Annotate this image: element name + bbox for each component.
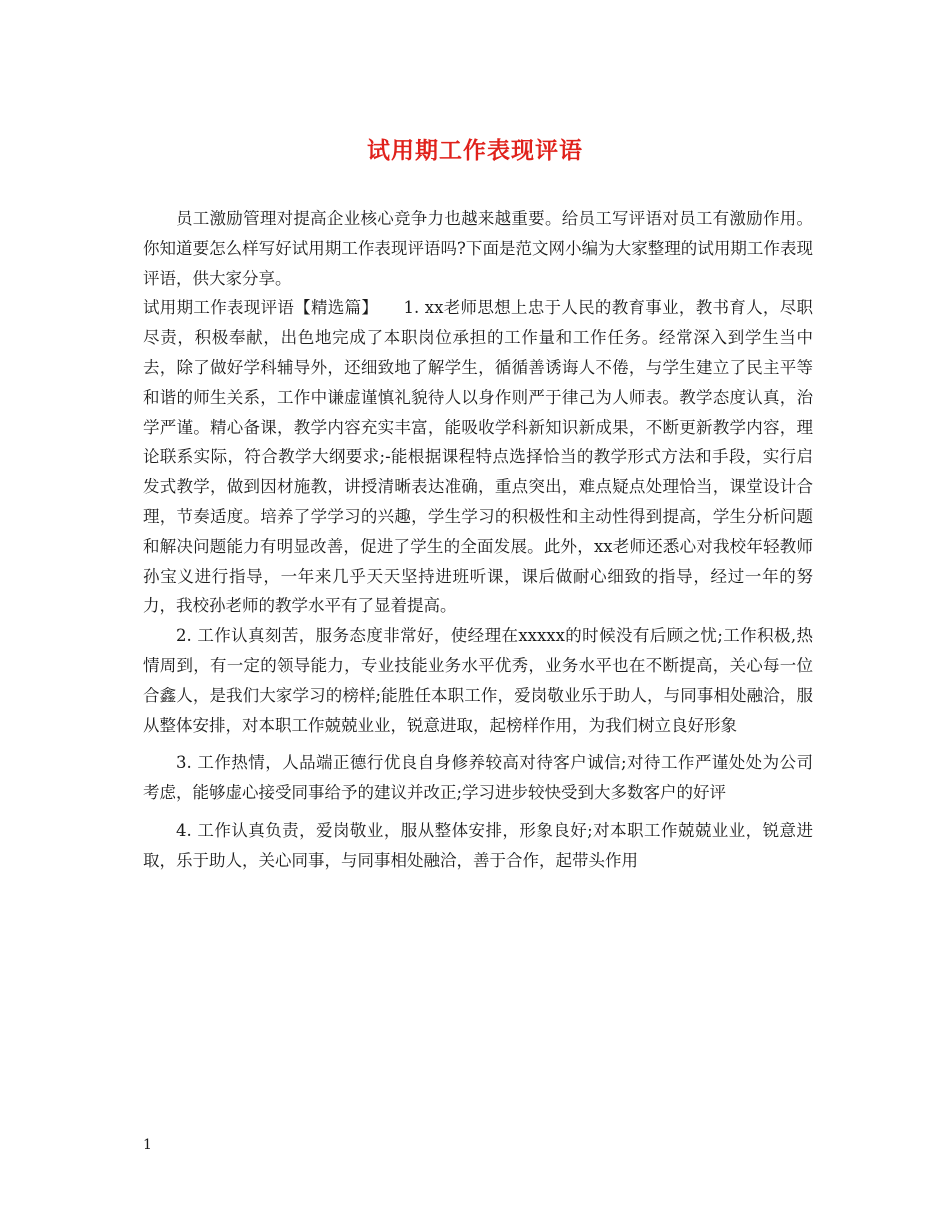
page-number: 1 (143, 1137, 152, 1153)
intro-paragraph: 员工激励管理对提高企业核心竞争力也越来越重要。给员工写评语对员工有激励作用。你知道要怎么样写好试用期工作表现评语吗?下面是范文网小编为大家整理的试用期工作表现评语，供大家分享。 (143, 209, 813, 288)
document-title: 试用期工作表现评语 (367, 137, 583, 164)
item-2-paragraph: 2. 工作认真刻苦，服务态度非常好，使经理在xxxxx的时候没有后顾之忧;工作积极,热情周到，有一定的领导能力，专业技能业务水平优秀，业务水平也在不断提高，关心每一位合鑫人，是我们大家学习的榜样;能胜任本职工作，爱岗敬业乐于助人，与同事相处融洽，服从整体安排，对本职工作兢兢业业，锐意进取，起榜样作用，为我们树立良好形象 (143, 626, 813, 735)
document-body (143, 204, 813, 876)
item-4-paragraph: 4. 工作认真负责，爱岗敬业，服从整体安排，形象良好;对本职工作兢兢业业，锐意进取，乐于助人，关心同事，与同事相处融洽，善于合作，起带头作用 (143, 820, 813, 870)
item-3-paragraph: 3. 工作热情，人品端正德行优良自身修养较高对待客户诚信;对待工作严谨处处为公司考虑，能够虚心接受同事给予的建议并改正;学习进步较快受到大多数客户的好评 (143, 753, 813, 803)
section-paragraph-item1: 试用期工作表现评语【精选篇】 1. xx老师思想上忠于人民的教育事业，教书育人，尽职尽责，积极奉献，出色地完成了本职岗位承担的工作量和工作任务。经常深入到学生当中去，除了做好学科辅导外，还细致地了解学生，循循善诱诲人不倦，与学生建立了民主平等和谐的师生关系，工作中谦虚谨慎礼貌待人以身作则严于律己为人师表。教学态度认真，治学严谨。精心备课，教学内容充实丰富，能吸收学科新知识新成果，不断更新教学内容，理论联系实际，符合教学大纲要求;-能根据课程特点选择恰当的教学形式方法和手段，实行启发式教学，做到因材施教，讲授清晰表达准确，重点突出，难点疑点处理恰当，课堂设计合理，节奏适度。培养了学学习的兴趣，学生学习的积极性和主动性得到提高，学生分析问题和解决问题能力有明显改善，促进了学生的全面发展。此外，xx老师还悉心对我校年轻教师孙宝义进行指导，一年来几乎天天坚持进班听课，课后做耐心细致的指导，经过一年的努力，我校孙老师的教学水平有了显着提高。 (143, 298, 813, 616)
